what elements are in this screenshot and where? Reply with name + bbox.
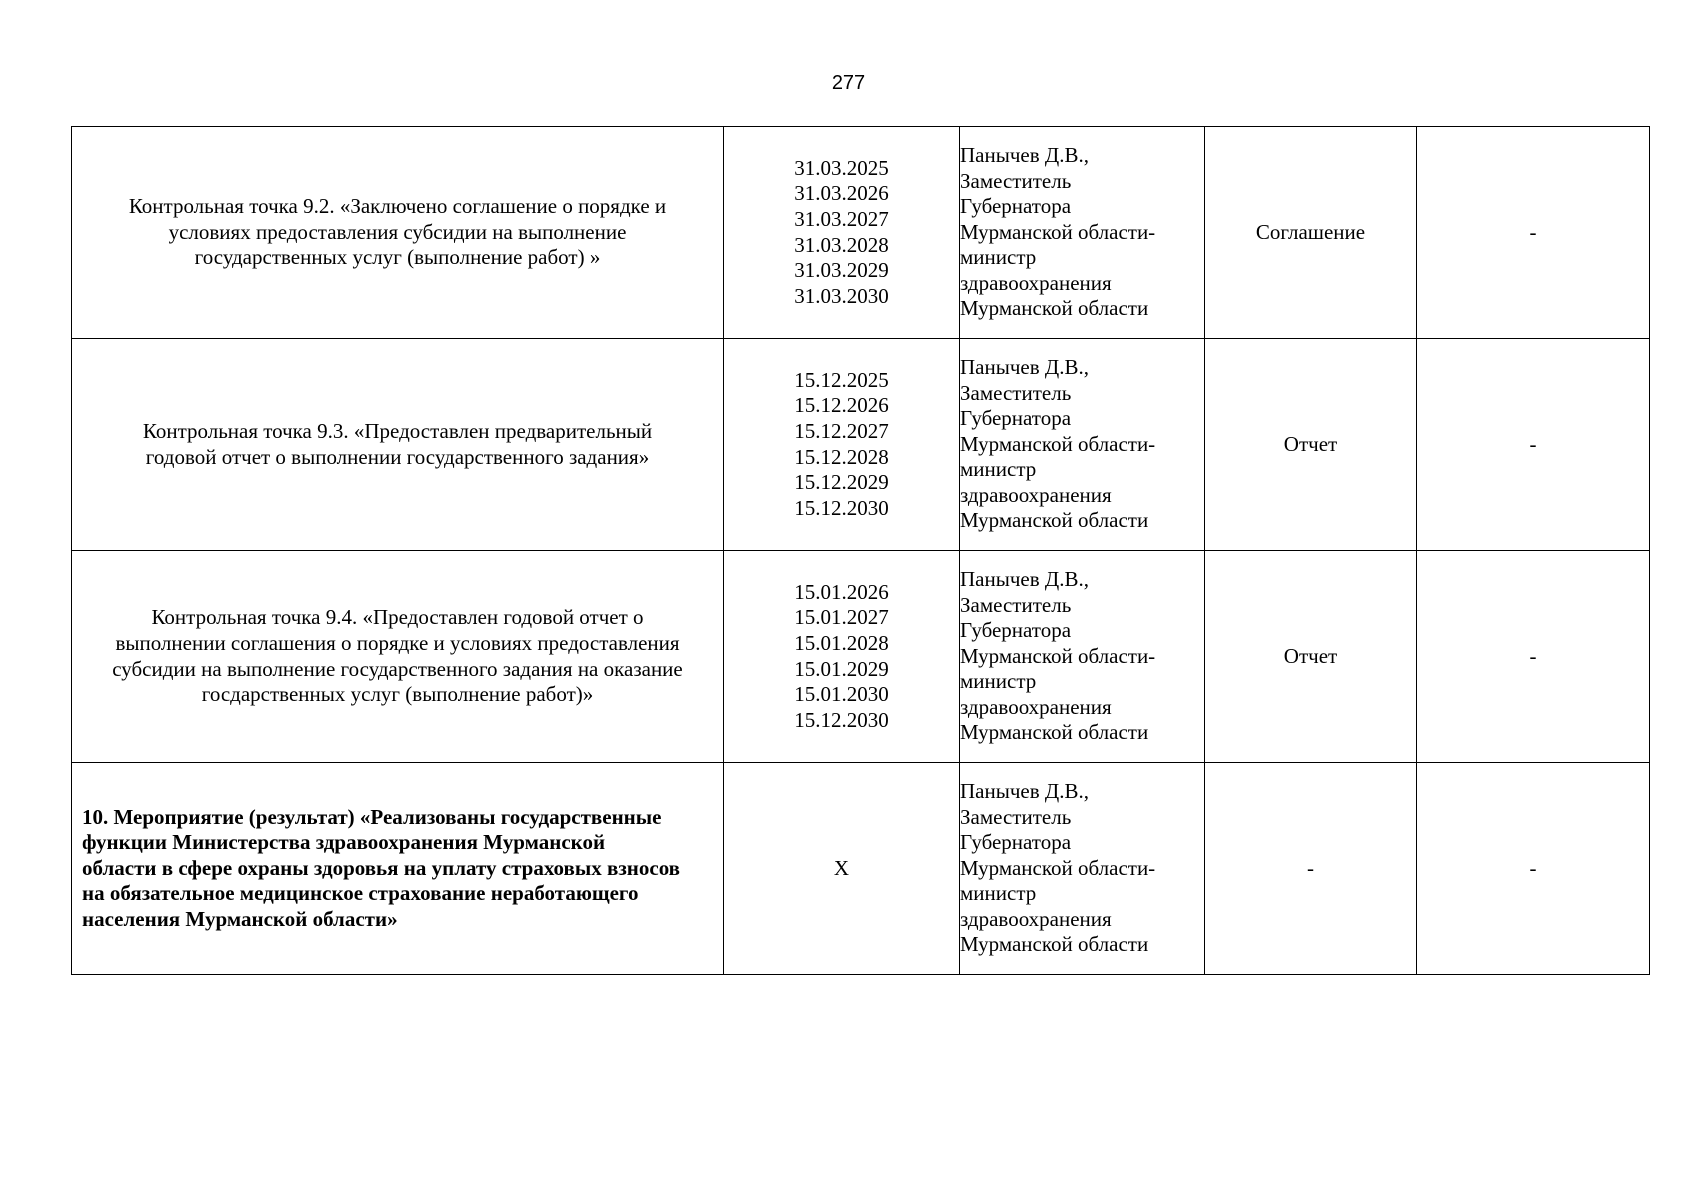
responsible-line: министр: [960, 669, 1037, 694]
responsible-line: Мурманской области: [960, 296, 1149, 321]
activity-name-cell: [72, 763, 724, 975]
deadline-dates-cell: [724, 127, 960, 339]
responsible-line: Мурманской области-: [960, 431, 1156, 456]
responsible-line: здравоохранения: [960, 906, 1112, 931]
table-row: [72, 763, 1650, 975]
deadline-date: 15.01.2030: [794, 682, 889, 707]
activity-name-line: субсидии на выполнение государственного задания на оказание: [112, 656, 683, 681]
deadline-date: 15.01.2026: [794, 579, 889, 604]
responsible-line: Мурманской области-: [960, 219, 1156, 244]
activity-name-line: Контрольная точка 9.4. «Предоставлен годовой отчет о: [151, 605, 644, 630]
activity-name-line: выполнении соглашения о порядке и условиях предоставления: [115, 630, 680, 655]
control-points-table: [71, 126, 1650, 975]
responsible-line: министр: [960, 881, 1037, 906]
responsible-line: Мурманской области-: [960, 643, 1156, 668]
responsible-line: Панычев Д.В.,: [960, 778, 1089, 803]
responsible-line: Заместитель: [960, 592, 1072, 617]
responsible-line: здравоохранения: [960, 482, 1112, 507]
responsible-line: здравоохранения: [960, 694, 1112, 719]
deadline-dates-cell: [724, 339, 960, 551]
deadline-date: 15.01.2027: [794, 605, 889, 630]
deadline-date: 15.12.2028: [794, 444, 889, 469]
table-row: [72, 127, 1650, 339]
activity-name-cell: [72, 127, 724, 339]
responsible-line: Заместитель: [960, 380, 1072, 405]
responsible-line: Мурманской области: [960, 932, 1149, 957]
deadline-date: 31.03.2030: [794, 283, 889, 308]
responsible-line: министр: [960, 245, 1037, 270]
deadline-date: 31.03.2029: [794, 258, 889, 283]
confirming-document-cell: Отчет: [1205, 339, 1417, 551]
deadline-date: X: [833, 855, 850, 880]
responsible-line: Панычев Д.В.,: [960, 142, 1089, 167]
activity-name-line: на обязательное медицинское страхование неработающего: [82, 881, 639, 906]
activity-name-line: Контрольная точка 9.2. «Заключено соглашение о порядке и: [128, 194, 667, 219]
deadline-date: 31.03.2028: [794, 232, 889, 257]
deadline-date: 31.03.2025: [794, 155, 889, 180]
confirming-document-cell: Отчет: [1205, 551, 1417, 763]
responsible-line: Заместитель: [960, 804, 1072, 829]
deadline-date: 15.12.2027: [794, 418, 889, 443]
responsible-line: Губернатора: [960, 406, 1072, 431]
deadline-date: 15.12.2030: [794, 707, 889, 732]
confirming-document-cell: -: [1205, 763, 1417, 975]
responsible-line: здравоохранения: [960, 270, 1112, 295]
deadline-dates-cell: [724, 763, 960, 975]
responsible-person-cell: [960, 763, 1205, 975]
activity-name-line: условиях предоставления субсидии на выполнение: [168, 219, 627, 244]
activity-name-line: функции Министерства здравоохранения Мурманской: [82, 830, 606, 855]
table-row: [72, 551, 1650, 763]
extra-info-cell: -: [1417, 127, 1650, 339]
responsible-line: министр: [960, 457, 1037, 482]
responsible-line: Заместитель: [960, 168, 1072, 193]
responsible-line: Мурманской области-: [960, 855, 1156, 880]
extra-info-cell: -: [1417, 339, 1650, 551]
activity-name-line: 10. Мероприятие (результат) «Реализованы государственные: [82, 804, 662, 829]
responsible-person-cell: [960, 339, 1205, 551]
deadline-date: 15.01.2029: [794, 656, 889, 681]
responsible-line: Мурманской области: [960, 720, 1149, 745]
extra-info-cell: -: [1417, 763, 1650, 975]
activity-name-line: населения Мурманской области»: [82, 906, 398, 931]
deadline-date: 15.12.2030: [794, 495, 889, 520]
responsible-line: Губернатора: [960, 618, 1072, 643]
deadline-date: 31.03.2027: [794, 206, 889, 231]
responsible-line: Губернатора: [960, 194, 1072, 219]
activity-name-line: годовой отчет о выполнении государственного задания»: [145, 444, 650, 469]
activity-name-cell: [72, 551, 724, 763]
responsible-person-cell: [960, 127, 1205, 339]
table-row: [72, 339, 1650, 551]
page-number: 277: [831, 72, 866, 94]
confirming-document-cell: Соглашение: [1205, 127, 1417, 339]
deadline-dates-cell: [724, 551, 960, 763]
responsible-line: Мурманской области: [960, 508, 1149, 533]
deadline-date: 15.12.2026: [794, 393, 889, 418]
deadline-date: 31.03.2026: [794, 181, 889, 206]
deadline-date: 15.12.2029: [794, 470, 889, 495]
responsible-line: Панычев Д.В.,: [960, 354, 1089, 379]
activity-name-line: государственных услуг (выполнение работ) »: [194, 245, 601, 270]
activity-name-line: области в сфере охраны здоровья на уплату страховых взносов: [82, 855, 681, 880]
responsible-person-cell: [960, 551, 1205, 763]
activity-name-cell: [72, 339, 724, 551]
responsible-line: Губернатора: [960, 830, 1072, 855]
deadline-date: 15.12.2025: [794, 367, 889, 392]
deadline-date: 15.01.2028: [794, 630, 889, 655]
extra-info-cell: -: [1417, 551, 1650, 763]
activity-name-line: Контрольная точка 9.3. «Предоставлен предварительный: [142, 418, 653, 443]
responsible-line: Панычев Д.В.,: [960, 566, 1089, 591]
activity-name-line: госдарственных услуг (выполнение работ)»: [201, 682, 594, 707]
